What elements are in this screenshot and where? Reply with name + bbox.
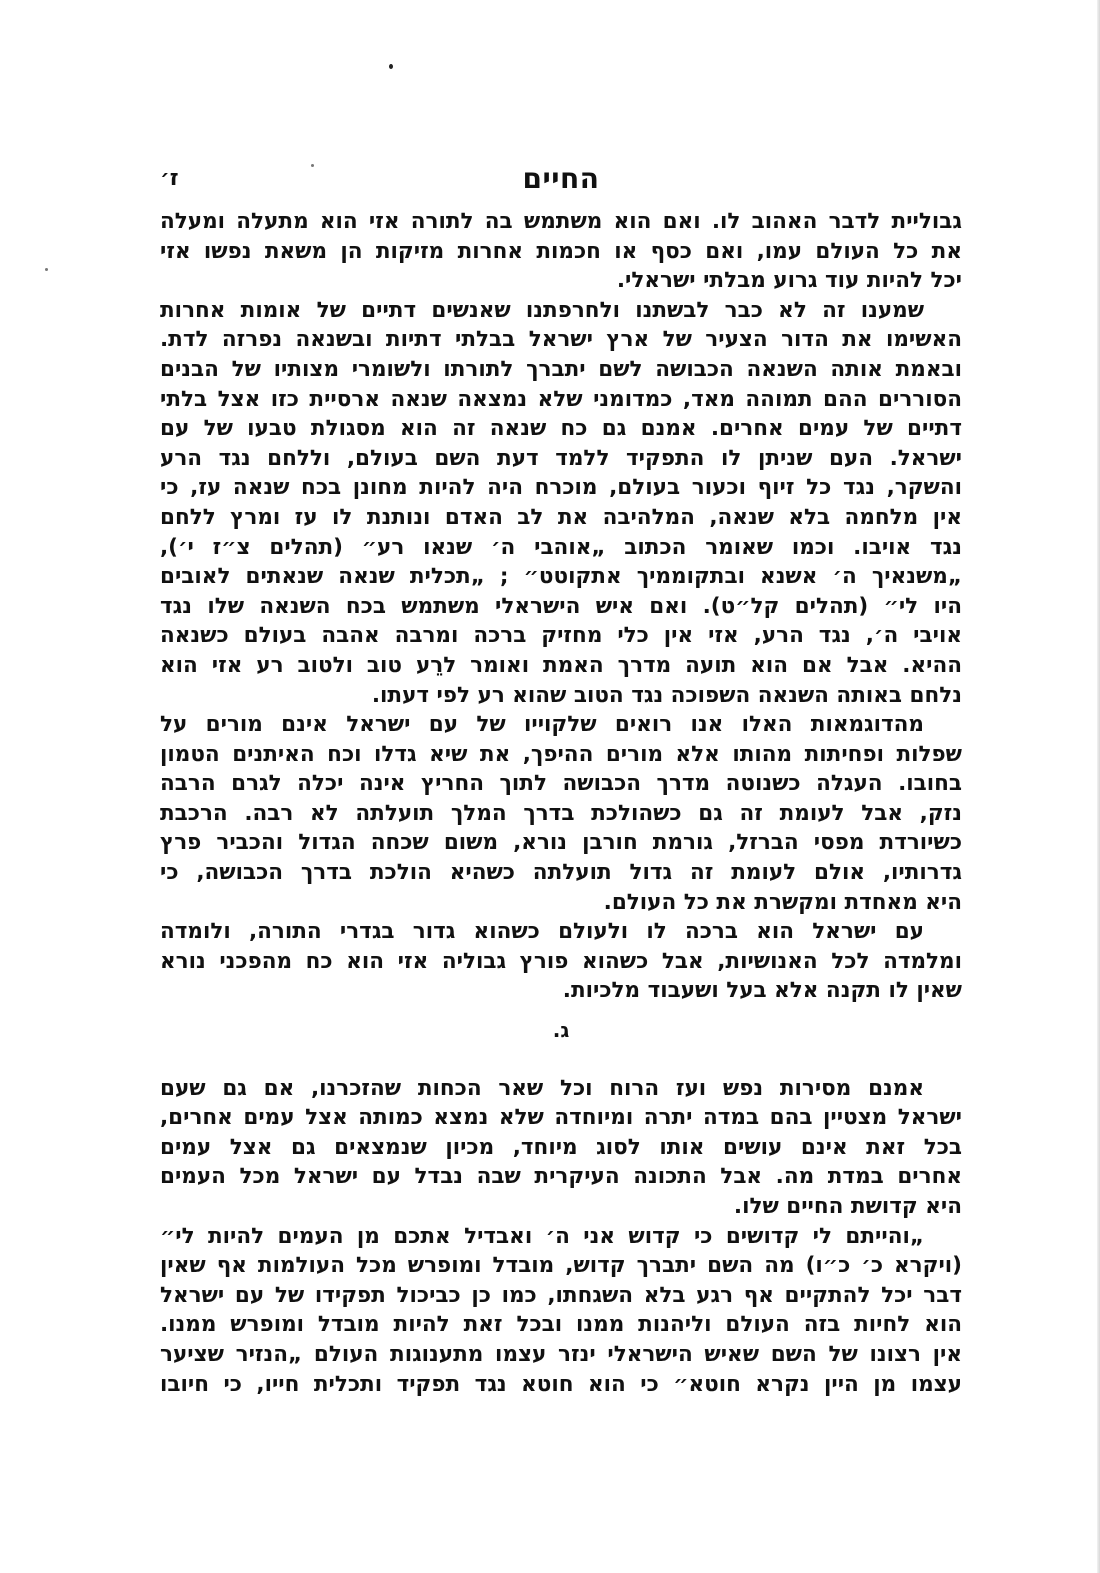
text-line: עצמו מן היין נקרא חוטא״ כי הוא חוטא נגד תפקיד ותכלית חייו, כי חיובו xyxy=(160,1371,962,1397)
text-line: הוא לחיות בזה העולם וליהנות ממנו ובכל זאת להיות מובדל ומופרש ממנו. xyxy=(160,1312,962,1338)
text-line: שמענו זה לא כבר לבשתנו ולחרפתנו שאנשים דתיים של אומות אחרות xyxy=(160,297,924,323)
text-line: ומלמדה לכל האנושיות, אבל כשהוא פורץ גבוליה אזי הוא כח מהפכני נורא xyxy=(160,948,962,974)
text-line: גבוליית לדבר האהוב לו. ואם הוא משתמש בה לתורה אזי הוא מתעלה ומעלה xyxy=(160,209,962,234)
page-header xyxy=(160,162,962,202)
text-line: בחובו. העגלה כשנוטה מדרך הכבושה לתוך החריץ אינה יכלה לגרם הרבה xyxy=(160,771,962,797)
text-line: נלחם באותה השנאה השפוכה נגד הטוב שהוא רע לפי דעתו. xyxy=(371,682,962,708)
scan-speck xyxy=(45,268,48,271)
text-line: דתיים של עמים אחרים. אמנם גם כח שנאה זה הוא מסגולת טבעו של עם xyxy=(160,416,962,442)
text-line: שפלות ופחיתות מהותו אלא מורים ההיפך, את שיא גדלו וכח האיתנים הטמון xyxy=(160,741,962,767)
text-line: היא מאחדת ומקשרת את כל העולם. xyxy=(603,889,962,915)
running-title: החיים xyxy=(522,162,600,195)
text-line: כשיורדת מפסי הברזל, גורמת חורבן נורא, משום שכחה הגדול והכביר פרץ xyxy=(160,830,962,856)
paragraph xyxy=(160,710,962,917)
text-line: מהדוגמאות האלו אנו רואים שלקוייו של עם ישראל אינם מורים על xyxy=(160,712,924,738)
paragraph xyxy=(160,1074,962,1222)
text-line: היו לי״ (תהלים קל״ט). ואם איש הישראלי משתמש בכח השנאה שלו נגד xyxy=(160,593,962,619)
text-line: הסוררים ההם תמוהה מאד, כמדומני שלא נמצאה שנאה ארסיית כזו אצל בלתי xyxy=(160,386,962,412)
text-line: גדרותיו, אולם לעומת זה גדול תועלתה כשהיא הולכת בדרך הכבושה, כי xyxy=(160,860,962,886)
text-line: את כל העולם עמו, ואם כסף או חכמות אחרות מזיקות הן משאת נפשו אזי xyxy=(160,238,962,264)
text-line: אין רצונו של השם שאיש הישראלי ינזר עצמו מתענוגות העולם „הנזיר שציער xyxy=(160,1341,962,1367)
scan-speck xyxy=(389,64,393,69)
text-line: בכל זאת אינם עושים אותו לסוג מיוחד, מכיון שנמצאים גם אצל עמים xyxy=(160,1134,962,1160)
text-line: האשימו את הדור הצעיר של ארץ ישראל בבלתי דתיות ובשנאה נפרזה לדת. xyxy=(160,327,962,353)
page-body xyxy=(160,207,962,1399)
text-line: ההיא. אבל אם הוא תועה מדרך האמת ואומר לרֵע טוב ולטוב רע אזי הוא xyxy=(160,652,962,678)
page-number: ז׳ xyxy=(160,166,179,191)
text-line: יכל להיות עוד גרוע מבלתי ישראלי. xyxy=(616,268,962,294)
paragraph xyxy=(160,917,962,1006)
text-line: אמנם מסירות נפש ועז הרוח וכל שאר הכחות שהזכרנו, אם גם שעם xyxy=(160,1075,924,1101)
text-line: אויבי ה׳, נגד הרע, אזי אין כלי מחזיק ברכה ומרבה אהבה בעולם כשנאה xyxy=(160,623,962,649)
text-line: נזק, אבל לעומת זה גם כשהולכת בדרך המלך תועלתה לא רבה. הרכבת xyxy=(160,800,962,826)
text-line: (ויקרא כ׳ כ״ו) מה השם יתברך קדוש, מובדל ומופרש מכל העולמות אף שאין xyxy=(160,1253,962,1279)
paragraph xyxy=(160,296,962,710)
text-line: שאין לו תקנה אלא בעל ושעבוד מלכיות. xyxy=(562,978,962,1004)
text-line: דבר יכל להתקיים אף רגע בלא השגחתו, כמו כן כביכול תפקידו של עם ישראל xyxy=(160,1282,962,1308)
text-line: „משנאיך ה׳ אשנא ובתקוממיך אתקוטט״ ; „תכלית שנאה שנאתים לאובים xyxy=(160,564,962,590)
text-line: אחרים במדת מה. אבל התכונה העיקרית שבה נבדל עם ישראל מכל העמים xyxy=(160,1164,962,1190)
text-line: היא קדושת החיים שלו. xyxy=(733,1194,962,1219)
text-line: והשקר, נגד כל זיוף וכעור בעולם, מוכרח היה להיות מחונן בכח שנאה עז, כי xyxy=(160,475,962,501)
text-line: ישראל. העם שניתן לו התפקיד ללמד דעת השם בעולם, וללחם נגד הרע xyxy=(160,445,962,471)
text-line: ובאמת אותה השנאה הכבושה לשם יתברך לתורתו ולשומרי מצותיו של הבנים xyxy=(160,356,962,382)
text-line: נגד אויבו. וכמו שאומר הכתוב „אוהבי ה׳ שנאו רע״ (תהלים צ״ז י׳), xyxy=(160,534,962,560)
paragraph xyxy=(160,207,962,296)
paragraph xyxy=(160,1222,962,1400)
text-line: ישראל מצטיין בהם במדה יתרה ומיוחדה שלא נמצא כמותה אצל עמים אחרים, xyxy=(160,1105,962,1131)
section-number: ג. xyxy=(552,1018,570,1043)
text-line: „והייתם לי קדושים כי קדוש אני ה׳ ואבדיל אתכם מן העמים להיות לי״ xyxy=(160,1223,924,1249)
text-line: עם ישראל הוא ברכה לו ולעולם כשהוא גדור בגדרי התורה, ולומדה xyxy=(160,919,924,945)
text-line: אין מלחמה בלא שנאה, המלהיבה את לב האדם ונותנת לו עז ומרץ ללחם xyxy=(160,504,962,530)
